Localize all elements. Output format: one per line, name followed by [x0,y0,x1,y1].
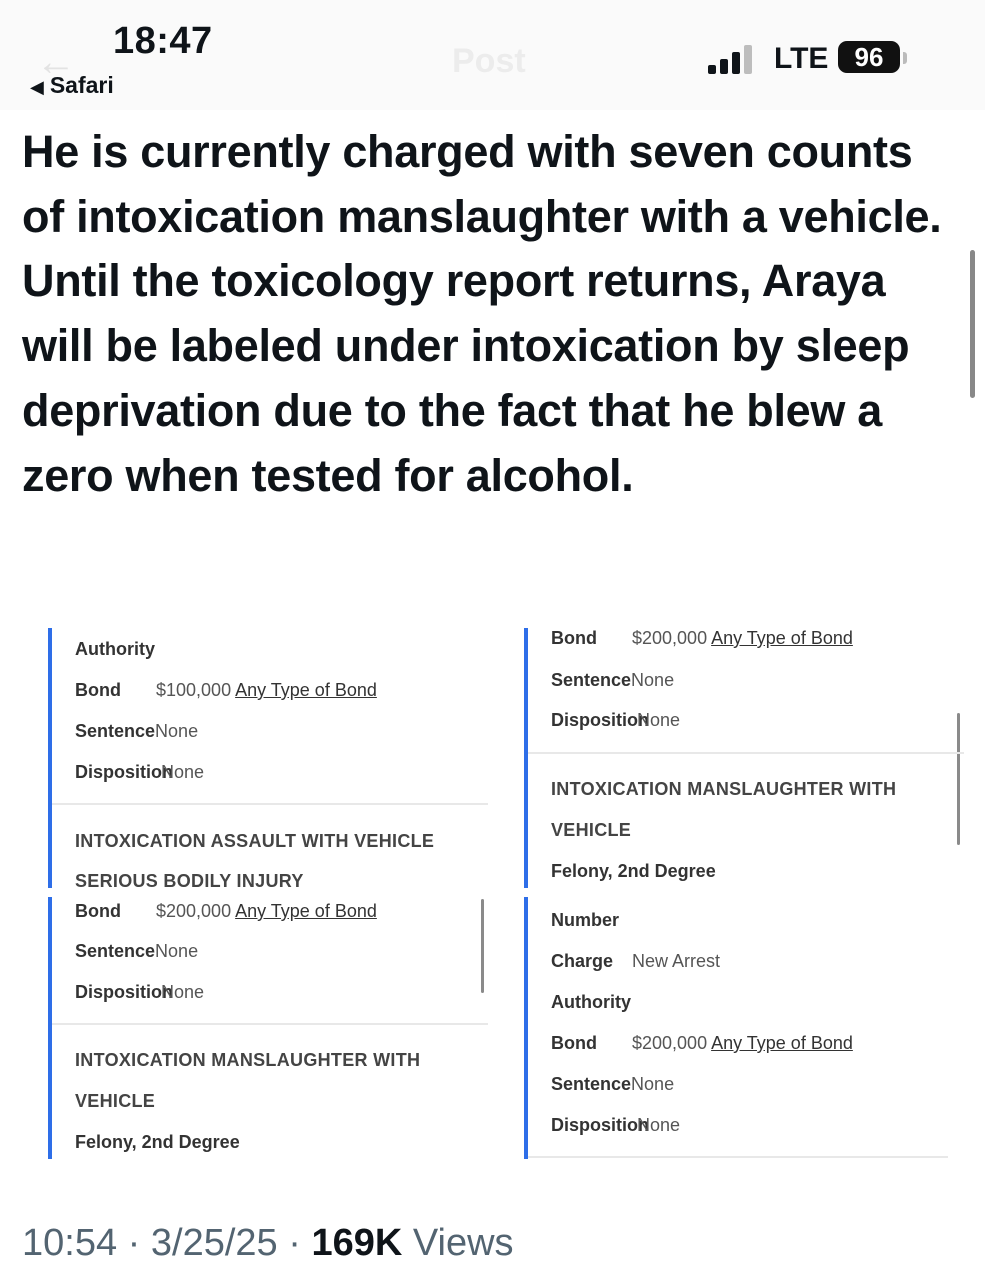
charge-card-1 [48,628,493,891]
bond-type-link[interactable]: Any Type of Bond [711,1033,853,1053]
status-time: 18:47 [113,20,213,62]
charge-title-line-2: SERIOUS BODILY INJURY [75,871,304,891]
disposition-value: None [637,710,681,730]
charge-title-line-1: INTOXICATION MANSLAUGHTER WITH [75,1050,421,1070]
back-to-app-link[interactable] [30,72,114,99]
back-arrow-icon[interactable]: ← [36,40,76,84]
card-divider [52,1023,488,1025]
bond-amount: $200,000 [632,628,708,648]
charge-degree: Felony, 2nd Degree [75,1132,240,1152]
post-meta [22,1222,514,1265]
disposition-label: Disposition [551,1115,649,1135]
back-triangle-icon: ◀ [30,77,44,97]
charge-card-4 [524,897,964,1159]
card-divider [528,752,964,754]
bond-label: Bond [551,628,597,648]
page-scrollbar[interactable] [970,250,975,398]
charge-value: New Arrest [632,951,721,971]
bond-amount: $200,000 [156,901,232,921]
charge-label: Charge [551,951,614,971]
status-bar [0,0,985,110]
cellular-signal-icon [708,44,768,74]
network-type: LTE [774,42,829,75]
bond-type-link[interactable]: Any Type of Bond [711,628,853,648]
charge-card-3 [524,628,964,888]
disposition-value: None [161,982,205,1002]
disposition-label: Disposition [75,762,173,782]
card-divider [52,803,488,805]
bond-amount: $100,000 [156,680,232,700]
authority-label: Authority [551,992,631,1012]
bond-label: Bond [551,1033,597,1053]
charge-title-line-2: VEHICLE [75,1091,156,1111]
sentence-label: Sentence [75,721,156,741]
battery-tip [903,52,907,64]
disposition-label: Disposition [75,982,173,1002]
back-app-label: Safari [49,72,114,98]
card-accent-bar [48,897,52,1159]
card-accent-bar [48,628,52,888]
meta-separator: · [288,1222,301,1264]
card-divider [528,1156,948,1158]
card-accent-bar [524,897,528,1159]
post-time: 10:54 [22,1222,118,1264]
sentence-value: None [631,1074,675,1094]
bond-type-link[interactable]: Any Type of Bond [235,901,377,921]
bond-type-link[interactable]: Any Type of Bond [235,680,377,700]
disposition-label: Disposition [551,710,649,730]
header-title: Post [452,42,526,80]
card-accent-bar [524,628,528,888]
sentence-label: Sentence [551,1074,632,1094]
disposition-value: None [637,1115,681,1135]
bond-label: Bond [75,901,121,921]
views-label: Views [412,1222,514,1264]
views-count[interactable]: 169K [311,1222,403,1264]
card-scrollbar[interactable] [481,899,484,993]
bond-amount: $200,000 [632,1033,708,1053]
disposition-value: None [161,762,205,782]
bond-label: Bond [75,680,121,700]
charge-title-line-1: INTOXICATION MANSLAUGHTER WITH [551,779,897,799]
post-date: 3/25/25 [150,1222,278,1264]
sentence-label: Sentence [75,941,156,961]
charge-degree: Felony, 2nd Degree [551,861,716,881]
sentence-value: None [631,670,675,690]
sentence-value: None [155,941,199,961]
charge-card-2 [48,897,493,1159]
authority-label: Authority [75,639,155,659]
battery-level: 96 [854,42,884,72]
sentence-label: Sentence [551,670,632,690]
meta-separator: · [127,1222,141,1264]
post-text: He is currently charged with seven counts of intoxication manslaughter with a vehicle. Until the toxicology report returns, Araya will be labeled under intoxication by sleep deprivation due to the fact that he blew a zero when tested for alcohol. [22,126,942,501]
charge-title-line-2: VEHICLE [551,820,632,840]
charge-title-line-1: INTOXICATION ASSAULT WITH VEHICLE [75,831,435,851]
sentence-value: None [155,721,199,741]
card-scrollbar[interactable] [957,713,960,845]
number-label: Number [551,910,620,930]
battery-icon [838,41,900,73]
